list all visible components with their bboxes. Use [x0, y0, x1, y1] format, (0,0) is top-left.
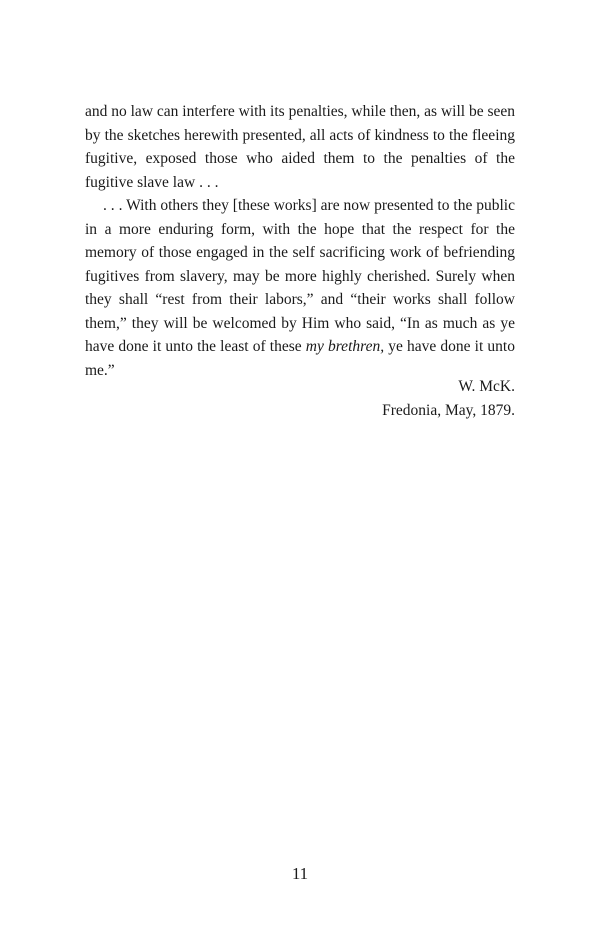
- page-number: 11: [291, 864, 309, 883]
- signature-block: [382, 375, 515, 422]
- signature-place-date: Fredonia, May, 1879.: [382, 401, 515, 419]
- signature-name: W. McK.: [458, 378, 515, 395]
- paragraph-2-italic: my brethren,: [305, 338, 385, 355]
- paragraph-2-main: . . . With others they [these works] are now presented to the public in a more enduring form, with the hope that the respect for the memory of those engaged in the self sacrificing work of befriending fugitives from slavery, may be more highly cherished. Surely when they shall “rest from their labors,” and “their works shall follow them,” they will be welcomed by Him who said, “In as much as ye have done it unto the least of these: [85, 197, 515, 355]
- page-body: [85, 100, 515, 382]
- paragraph-2: [85, 194, 515, 382]
- paragraph-1: and no law can interfere with its penalties, while then, as will be seen by the sketches herewith presented, all acts of kindness to the fleeing fugitive, exposed those who aided them to the penalties of the fugitive slave law . . .: [85, 103, 515, 191]
- paragraph-2-end: ye have done it unto me.”: [85, 338, 515, 379]
